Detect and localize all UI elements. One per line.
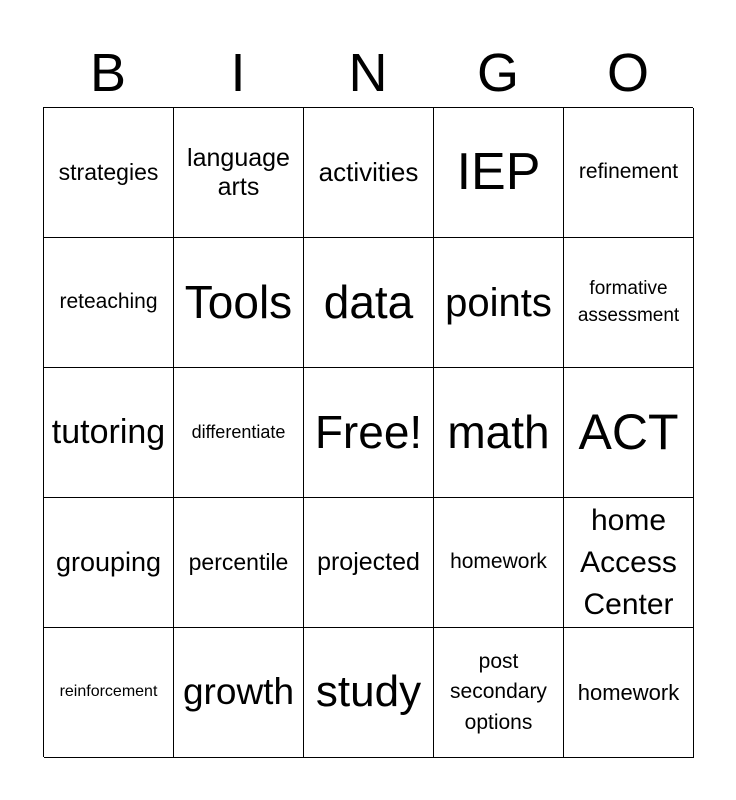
bingo-cell[interactable]: [434, 628, 564, 758]
cell-text: projected: [317, 548, 420, 577]
cell-text: formative assessment: [577, 277, 680, 326]
bingo-cell[interactable]: [564, 108, 694, 238]
bingo-header: [43, 40, 693, 106]
bingo-cell[interactable]: [44, 498, 174, 628]
cell-text: Free!: [314, 406, 423, 459]
cell-text: differentiate: [191, 422, 286, 443]
bingo-cell[interactable]: [304, 108, 434, 238]
cell-text: activities: [318, 156, 419, 187]
header-letter-b: B: [89, 43, 127, 103]
bingo-cell[interactable]: [174, 628, 304, 758]
bingo-cell[interactable]: [174, 368, 304, 498]
bingo-cell[interactable]: [304, 238, 434, 368]
cell-text: study: [315, 667, 422, 717]
cell-text: math: [447, 406, 550, 459]
cell-text: home Access Center: [580, 503, 677, 621]
cell-text: reinforcement: [59, 683, 158, 701]
bingo-cell[interactable]: [304, 628, 434, 758]
cell-text: percentile: [188, 549, 289, 576]
bingo-cell[interactable]: [44, 108, 174, 238]
cell-text: reteaching: [59, 290, 158, 314]
bingo-cell[interactable]: [434, 498, 564, 628]
cell-text: homework: [450, 550, 547, 574]
cell-text: tutoring: [51, 412, 166, 451]
bingo-cell[interactable]: [304, 498, 434, 628]
cell-text: homework: [577, 679, 680, 705]
bingo-card-grid: [43, 107, 693, 757]
bingo-cell[interactable]: [564, 498, 694, 628]
bingo-cell[interactable]: [564, 368, 694, 498]
bingo-cell[interactable]: [174, 498, 304, 628]
bingo-cell[interactable]: [44, 628, 174, 758]
bingo-cell[interactable]: [564, 238, 694, 368]
bingo-cell[interactable]: [304, 368, 434, 498]
cell-text: strategies: [58, 159, 159, 186]
cell-text: refinement: [578, 160, 679, 184]
header-letter-o: O: [606, 43, 649, 103]
cell-text: points: [445, 280, 552, 325]
cell-text: IEP: [456, 142, 541, 201]
bingo-cell[interactable]: [44, 238, 174, 368]
bingo-cell[interactable]: [434, 238, 564, 368]
header-letter-g: G: [476, 43, 519, 103]
bingo-cell[interactable]: [174, 238, 304, 368]
cell-text: ACT: [578, 403, 679, 460]
bingo-cell[interactable]: [434, 108, 564, 238]
bingo-cell[interactable]: [564, 628, 694, 758]
cell-text: language arts: [187, 143, 290, 201]
bingo-cell[interactable]: [434, 368, 564, 498]
bingo-cell[interactable]: [174, 108, 304, 238]
header-letter-i: I: [230, 43, 246, 103]
cell-text: post secondary options: [450, 649, 547, 734]
cell-text: grouping: [55, 546, 162, 577]
bingo-cell[interactable]: [44, 368, 174, 498]
header-letter-n: N: [348, 43, 388, 103]
cell-text: Tools: [184, 276, 293, 329]
cell-text: data: [323, 276, 414, 329]
cell-text: growth: [182, 671, 295, 713]
